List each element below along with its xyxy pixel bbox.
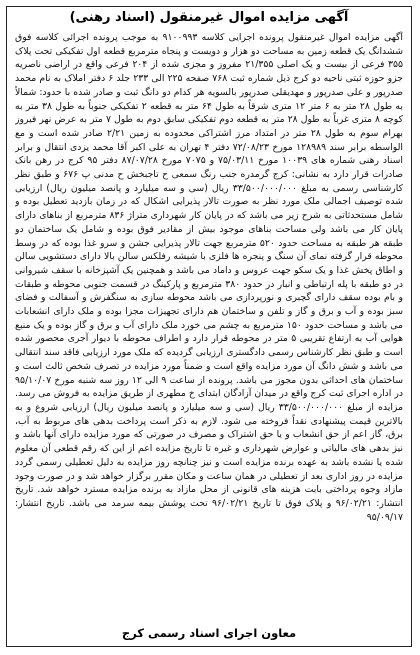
notice-signature: معاون اجرای اسناد رسمی کرج: [121, 626, 297, 640]
notice-title: آگهی مزایده اموال غیرمنقول (اسناد رهنی): [69, 10, 349, 25]
auction-notice: [6, 6, 412, 647]
notice-body: آگهی مزایده اموال غیرمنقول پرونده اجرایی کلاسه ۹۱۰۰۹۹۳ به موجب پرونده اجرائی کلاسه فوق ششدانگ یک قطعه زمین به مساحت دو هزار و دویست و پنجاه مترمربع قطعه اول تفکیکی تحت پلاک ۳۵۵ فرعی از بیست و یک اصلی ۲۱/۳۵۵ مفروز و مجزی شده از ۲۰۴ فرعی واقع در اراضی ناصریه جزو حوزه ثبتی ناحیه دو کرج ذیل شماره ثبت ۷۶۸ صفحه ۲۲۵ الی ۲۳۳ جلد ۶ دفتر املاک به نام محمد صدرپور و علی صدرپور و مهدیقلی صدرپور بالسویه هر کدام دو دانگ ثبت و صادر شده با حدود: شمالاً به طول ۲۸ متر به ۶ متر ۱۲ متری شرقاً به طول ۶۴ متر به قطعه ۲ تفکیکی جنوباً به طول ۳۸ متر به کوچه ۸ متری غرباً به طول ۲۸ متر به قطعه دوم تفکیکی سابق دوم به طول ۷ متر به عرض نهر فیروز بهرام سوم به طول ۲۸ متر در امتداد مرز اشتراکی محدوده به زمین ۲/۲۱ صادر شده است و مع الواسطه برابر سند ۱۲۸۹۸۹ مورخ ۷۲/۰۸/۲۳ دفتر ۴ تهران به علی اکبر آقا محمد یزدی انتقال و برابر اسناد رهنی شماره های ۱۰۰۳۹ مورخ ۷۵/۰۳/۱۱ و ۷۰۷۵ مورخ ۸۷/۰۷/۲۸ دفتر ۹۵ کرج در رهن بانک صادرات قرار دارد به نشانی: کرج گرمدره جنب رنگ سمعی ح تاجبخش ح مدنی پ ۶۷۶ و طبق نظر کارشناسی رسمی به مبلغ ۳۳/۵۰۰/۰۰۰/۰۰۰ ریال (سی و سه میلیارد و پانصد میلیون ریال) ارزیابی شده توصیف اجمالی ملک مورد نظر به صورت تالار پذیرایی اشکال که در زمان بازدید تعطیل بوده و شامل مستحدثاتی به شرح زیر می باشد که در پایان کار شهرداری متراژ ۸۳۶ مترمربع از بناهای دارای پایان کار می باشد ولی مساحت بناهای موجود بیش از مقادیر فوق بوده و شامل یک ساختمان دو طبقه هر طبقه به مساحت حدود ۵۲۰ مترمربع جهت تالار پذیرایی جشن و سرو غذا بوده که در وسط محوطه قرار گرفته نمای آن سنگ و پنجره ها فلزی با شیشه رفلکس سالن بالا دارای دستشویی سالن و اطاق پخش غذا و یک سکو جهت عروس و داماد می باشد و همچنین یک آشپزخانه با سقف شیروانی در دو طبقه با پله ارتباطی و انبار در حدود ۳۸۰ مترمربع و پارکینگ در قسمت جنوبی محوطه و طبقات و بام بوده سقف دارای گچبری و نورپردازی می باشد محوطه سازی به سنگفرش و آسفالت و فضای سبز بوده و آب و برق و گاز و تلفن و ساختمان هم دارای تجهیزات مجزا بوده و ملک دارای انشعابات می باشد و مساحت حدود ۱۵۰ مترمربع به چشم می خورد ملک دارای آب و برق و گاز بوده و یک منبع هوایی آب به ارتفاع تقریبی ۵ متر در محوطه قرار دارد و اطراف محوطه با دیوار آجری محصور شده است و طبق نظر کارشناس رسمی دادگستری ارزیابی گردیده که ملک مورد ارزیابی فاقد سند انتقالی می باشد و شش دانگ آن مورد مزایده واقع است و ضمناً مورد مزایده در تصرف شخص ثالث است و ساختمان های احداثی بدون مجوز می باشد. پرونده از ساعت ۹ الی ۱۲ روز سه شنبه مورخ ۹۵/۱۰/۰۷ در اداره اجرای ثبت کرج واقع در میدان آزادگان ابتدای خ مطهری از طریق مزایده به فروش می رسد. مزایده از مبلغ ۳۳/۵۰۰/۰۰۰/۰۰۰ ریال (سی و سه میلیارد و پانصد میلیون ریال) ارزیابی شروع و به بالاترین قیمت پیشنهادی نقداً فروخته می شود. لازم به ذکر است پرداخت بدهی های مربوط به آب، برق، گاز اعم از حق انشعاب و یا حق اشتراک و مصرف در صورتی که مورد مزایده دارای آنها باشد و نیز بدهی های مالیاتی و عوارض شهرداری و غیره تا تاریخ مزایده اعم از این که رقم قطعی آن معلوم شده یا نشده باشد به عهده برنده مزایده است و نیز چنانچه روز مزایده به دلیل تعطیلی رسمی گردد مزایده در روز اداری بعد از تعطیلی در همان ساعت و مکان مقرر برگزار خواهد شد و در صورت وجود مازاد وجوه پرداختی بابت هزینه های قانونی از محل مازاد به برنده مزایده مسترد خواهد شد. تاریخ انتشار: ۹۶/۰۲/۲۱ و پلاک فوق تا تاریخ ۹۶/۰۲/۲۱ تحت پوشش بیمه سرمد می باشد. تاریخ انتشار: ۹۵/۰۹/۱۷: [15, 32, 403, 523]
